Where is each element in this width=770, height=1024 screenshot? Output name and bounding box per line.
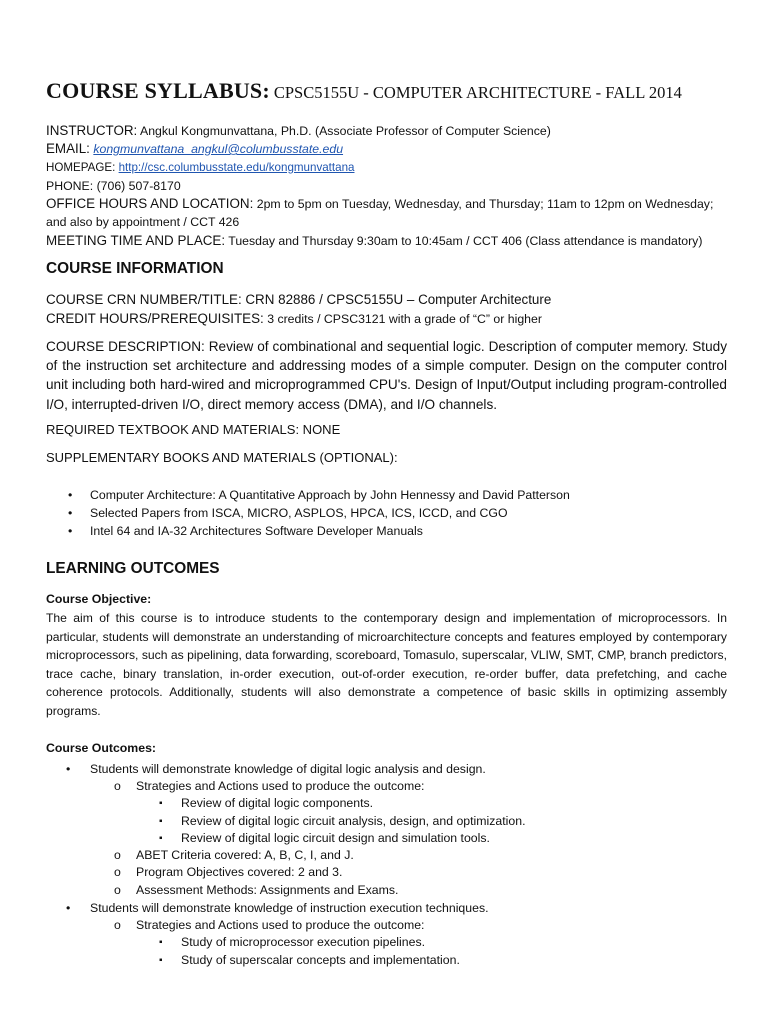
square-marker: ▪: [159, 937, 163, 948]
homepage-line: [46, 160, 354, 176]
email-line: [46, 141, 343, 157]
email-link[interactable]: kongmunvattana_angkul@columbusstate.edu: [93, 142, 344, 156]
strategies-text: Strategies and Actions used to produce the outcome:: [136, 918, 425, 932]
homepage-label: HOMEPAGE:: [46, 161, 116, 174]
square-marker: ▪: [159, 816, 163, 827]
square-marker: ▪: [159, 833, 163, 844]
supplementary-heading: SUPPLEMENTARY BOOKS AND MATERIALS (OPTIONAL):: [46, 450, 398, 465]
strategy-text: Review of digital logic circuit design and simulation tools.: [181, 831, 490, 845]
circle-marker: o: [114, 883, 121, 897]
course-outcomes-label: Course Outcomes:: [46, 741, 157, 755]
instructor-label: INSTRUCTOR:: [46, 123, 138, 138]
circle-marker: o: [114, 848, 121, 862]
outcome-subitem: [114, 882, 714, 899]
credit-label: CREDIT HOURS/PREREQUISITES:: [46, 311, 264, 326]
strategy-text: Review of digital logic components.: [181, 796, 374, 810]
assessment-text: Assessment Methods: Assignments and Exams.: [136, 883, 399, 897]
office-hours-value: 2pm to 5pm on Tuesday, Wednesday, and Thursday; 11am to 12pm on Wednesday;: [256, 197, 714, 211]
strategy-text: Study of microprocessor execution pipelines.: [181, 935, 426, 949]
course-objective-text: The aim of this course is to introduce students to the contemporary design and implementation of microprocessors. In particular, students will demonstrate an understanding of microarchitecture concepts and features employed by contemporary microprocessors, such as pipelining, data forwarding, scoreboard, Tomasulo, superscalar, VLIW, SMT, CMP, branch predictors, trace cache, binary translation, in-order execution, out-of-order execution, re-order buffer, data prefetching, and cache coherence protocols. Additionally, students will also demonstrate a competence of basic skills in optimizing assembly programs.: [46, 611, 727, 718]
strategy-text: Review of digital logic circuit analysis, design, and optimization.: [181, 814, 526, 828]
textbook-line: REQUIRED TEXTBOOK AND MATERIALS: NONE: [46, 422, 341, 437]
course-description: COURSE DESCRIPTION: Review of combinational and sequential logic. Description of computer memory. Study of the instruction set architecture and addressing modes of a simple computer. Design on the computer control unit including both hard-wired and microprogrammed CPU's. Design of Input/Output including program-controlled I/O, interrupted-driven I/O, direct memory access (DMA), and I/O channels.: [46, 339, 727, 412]
outcome-item: [66, 761, 726, 778]
list-item: • Selected Papers from ISCA, MICRO, ASPLOS, HPCA, ICS, ICCD, and CGO: [46, 505, 570, 523]
outcome-text: Students will demonstrate knowledge of digital logic analysis and design.: [90, 762, 486, 776]
strategy-item: [159, 934, 719, 951]
outcome-item: [66, 900, 726, 917]
homepage-link[interactable]: http://csc.columbusstate.edu/kongmunvattana: [118, 161, 355, 174]
course-objective-label: Course Objective:: [46, 592, 152, 606]
square-marker: ▪: [159, 955, 163, 966]
strategy-text: Study of superscalar concepts and implementation.: [181, 953, 460, 967]
supplementary-list: [46, 487, 570, 540]
list-item: • Computer Architecture: A Quantitative Approach by John Hennessy and David Patterson: [46, 487, 570, 505]
email-label: EMAIL:: [46, 141, 90, 156]
office-hours-line-2: and also by appointment / CCT 426: [46, 215, 240, 229]
office-hours-line: [46, 196, 713, 212]
square-marker: ▪: [159, 798, 163, 809]
strategy-item: [159, 830, 719, 847]
course-information-heading: COURSE INFORMATION: [46, 260, 224, 277]
bullet-marker: •: [66, 762, 71, 776]
circle-marker: o: [114, 865, 121, 879]
page-title: [46, 78, 682, 104]
credit-value: 3 credits / CPSC3121 with a grade of “C” or higher: [267, 312, 542, 326]
meeting-label: MEETING TIME AND PLACE:: [46, 233, 226, 248]
outcome-text: Students will demonstrate knowledge of instruction execution techniques.: [90, 901, 489, 915]
strategy-item: [159, 952, 719, 969]
instructor-value: Angkul Kongmunvattana, Ph.D. (Associate Professor of Computer Science): [140, 124, 551, 138]
meeting-value: Tuesday and Thursday 9:30am to 10:45am / CCT 406 (Class attendance is mandatory): [228, 234, 703, 248]
office-hours-label: OFFICE HOURS AND LOCATION:: [46, 196, 254, 211]
crn-line: COURSE CRN NUMBER/TITLE: CRN 82886 / CPSC5155U – Computer Architecture: [46, 292, 552, 307]
strategy-item: [159, 813, 719, 830]
title-lead: COURSE SYLLABUS:: [46, 78, 270, 103]
circle-marker: o: [114, 779, 121, 793]
outcome-subitem: [114, 847, 714, 864]
credit-line: [46, 311, 542, 327]
outcome-subitem: [114, 778, 714, 795]
outcome-subitem: [114, 864, 714, 881]
circle-marker: o: [114, 918, 121, 932]
strategy-item: [159, 795, 719, 812]
phone-line: PHONE: (706) 507-8170: [46, 179, 181, 193]
title-course: CPSC5155U - COMPUTER ARCHITECTURE - FALL 2014: [273, 83, 682, 102]
instructor-line: [46, 123, 551, 139]
learning-outcomes-heading: LEARNING OUTCOMES: [46, 560, 220, 577]
abet-text: ABET Criteria covered: A, B, C, I, and J.: [136, 848, 354, 862]
outcome-subitem: [114, 917, 714, 934]
bullet-marker: •: [66, 901, 71, 915]
meeting-line: [46, 233, 702, 249]
program-objectives-text: Program Objectives covered: 2 and 3.: [136, 865, 343, 879]
strategies-text: Strategies and Actions used to produce the outcome:: [136, 779, 425, 793]
list-item: • Intel 64 and IA-32 Architectures Software Developer Manuals: [46, 523, 570, 541]
